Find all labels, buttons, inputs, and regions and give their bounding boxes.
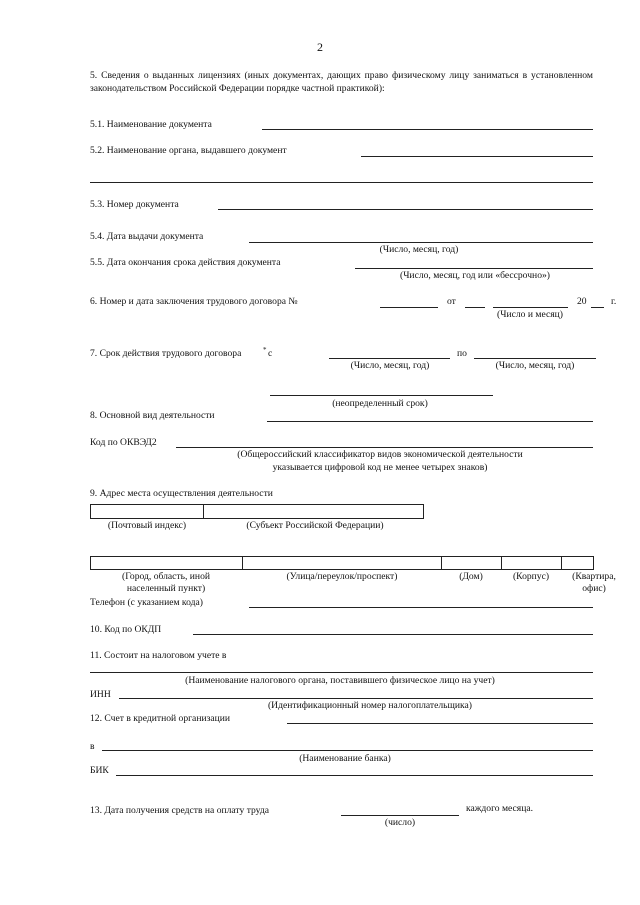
field-5-1-label: 5.1. Наименование документа xyxy=(90,119,212,130)
field-7-footnote-mark: * xyxy=(263,346,267,354)
address-row-2-divider-2 xyxy=(441,556,442,570)
field-5-5-label: 5.5. Дата окончания срока действия документа xyxy=(90,257,281,268)
salary-date-label: 13. Дата получения средств на оплату труда xyxy=(90,805,270,816)
building-hint: (Корпус) xyxy=(512,571,550,582)
field-7-label: 7. Срок действия трудового договора xyxy=(90,348,242,359)
apartment-hint-2: офис) xyxy=(582,583,606,594)
inn-hint: (Идентификационный номер налогоплательщика) xyxy=(267,700,473,711)
contract-day-line[interactable] xyxy=(465,307,485,308)
account-label: 12. Счет в кредитной организации xyxy=(90,713,231,724)
contract-month-line[interactable] xyxy=(493,307,568,308)
okved-hint-2: указывается цифровой код не менее четырех знаков) xyxy=(272,462,488,473)
postal-code-hint: (Почтовый индекс) xyxy=(107,520,187,531)
field-7-to-label: по xyxy=(457,348,467,359)
term-to-line[interactable] xyxy=(474,358,596,359)
address-row-1 xyxy=(90,504,424,519)
bank-in-label: в xyxy=(90,741,95,752)
bank-name-line[interactable] xyxy=(102,750,593,751)
phone-line[interactable] xyxy=(249,607,593,608)
city-hint-1: (Город, область, иной xyxy=(122,571,210,582)
field-5-3-label: 5.3. Номер документа xyxy=(90,199,179,210)
okdp-line[interactable] xyxy=(193,634,593,635)
each-month-label: каждого месяца. xyxy=(466,803,534,814)
field-8-label: 8. Основной вид деятельности xyxy=(90,410,215,421)
field-9-label: 9. Адрес места осуществления деятельности xyxy=(90,488,273,499)
tax-office-hint: (Наименование налогового органа, поставившего физическое лицо на учет) xyxy=(185,675,495,686)
contract-year-line[interactable] xyxy=(591,307,604,308)
okved-line[interactable] xyxy=(176,447,593,448)
field-5-2-line-2[interactable] xyxy=(90,182,593,183)
salary-date-hint: (число) xyxy=(384,817,416,828)
address-row-2-divider-1 xyxy=(242,556,243,570)
term-indefinite-hint: (неопределенный срок) xyxy=(332,398,428,409)
section-5-heading: 5. Сведения о выданных лицензиях (иных документах, дающих право физическому лицу заниматься в установленном законодательством Российской Федерации порядке частной практикой): xyxy=(90,70,593,94)
term-to-hint: (Число, месяц, год) xyxy=(495,360,575,371)
account-line[interactable] xyxy=(287,723,593,724)
address-row-1-divider xyxy=(203,504,204,519)
contract-number-line[interactable] xyxy=(380,307,438,308)
address-row-2-divider-3 xyxy=(501,556,502,570)
field-5-4-label: 5.4. Дата выдачи документа xyxy=(90,231,204,242)
field-5-4-line[interactable] xyxy=(249,242,593,243)
street-hint: (Улица/переулок/проспект) xyxy=(286,571,398,582)
term-from-line[interactable] xyxy=(329,358,450,359)
city-hint-2: населенный пункт) xyxy=(126,583,206,594)
contract-from-label: от xyxy=(447,296,456,307)
field-5-2-line[interactable] xyxy=(361,156,593,157)
inn-line[interactable] xyxy=(119,698,593,699)
page-number: 2 xyxy=(317,40,323,54)
tax-office-line[interactable] xyxy=(90,672,593,673)
address-row-2 xyxy=(90,556,594,570)
okved-label: Код по ОКВЭД2 xyxy=(90,437,157,448)
tax-office-label: 11. Состоит на налоговом учете в xyxy=(90,650,227,661)
region-hint: (Субъект Российской Федерации) xyxy=(246,520,384,531)
field-5-3-line[interactable] xyxy=(218,209,593,210)
address-row-2-divider-4 xyxy=(561,556,562,570)
phone-label: Телефон (с указанием кода) xyxy=(90,597,203,608)
contract-year-suffix: г. xyxy=(611,296,617,307)
activity-line[interactable] xyxy=(267,421,593,422)
field-6-label: 6. Номер и дата заключения трудового договора № xyxy=(90,296,298,307)
field-5-5-hint: (Число, месяц, год или «бессрочно») xyxy=(400,270,550,281)
field-7-from-label: с xyxy=(268,348,273,359)
field-5-4-hint: (Число, месяц, год) xyxy=(379,244,459,255)
apartment-hint-1: (Квартира, xyxy=(572,571,616,582)
inn-label: ИНН xyxy=(90,689,111,700)
field-5-1-line[interactable] xyxy=(262,129,593,130)
house-hint: (Дом) xyxy=(459,571,483,582)
bik-line[interactable] xyxy=(116,775,593,776)
field-5-2-label: 5.2. Наименование органа, выдавшего документ xyxy=(90,145,287,156)
term-from-hint: (Число, месяц, год) xyxy=(350,360,430,371)
field-5-5-line[interactable] xyxy=(355,268,593,269)
bank-name-hint: (Наименование банка) xyxy=(299,753,391,764)
field-6-hint: (Число и месяц) xyxy=(497,309,563,320)
okdp-label: 10. Код по ОКДП xyxy=(90,624,162,635)
okved-hint-1: (Общероссийский классификатор видов экономической деятельности xyxy=(237,449,523,460)
bik-label: БИК xyxy=(90,765,109,776)
salary-date-line[interactable] xyxy=(341,815,459,816)
contract-year-prefix: 20 xyxy=(577,296,587,307)
term-indefinite-line[interactable] xyxy=(270,395,493,396)
